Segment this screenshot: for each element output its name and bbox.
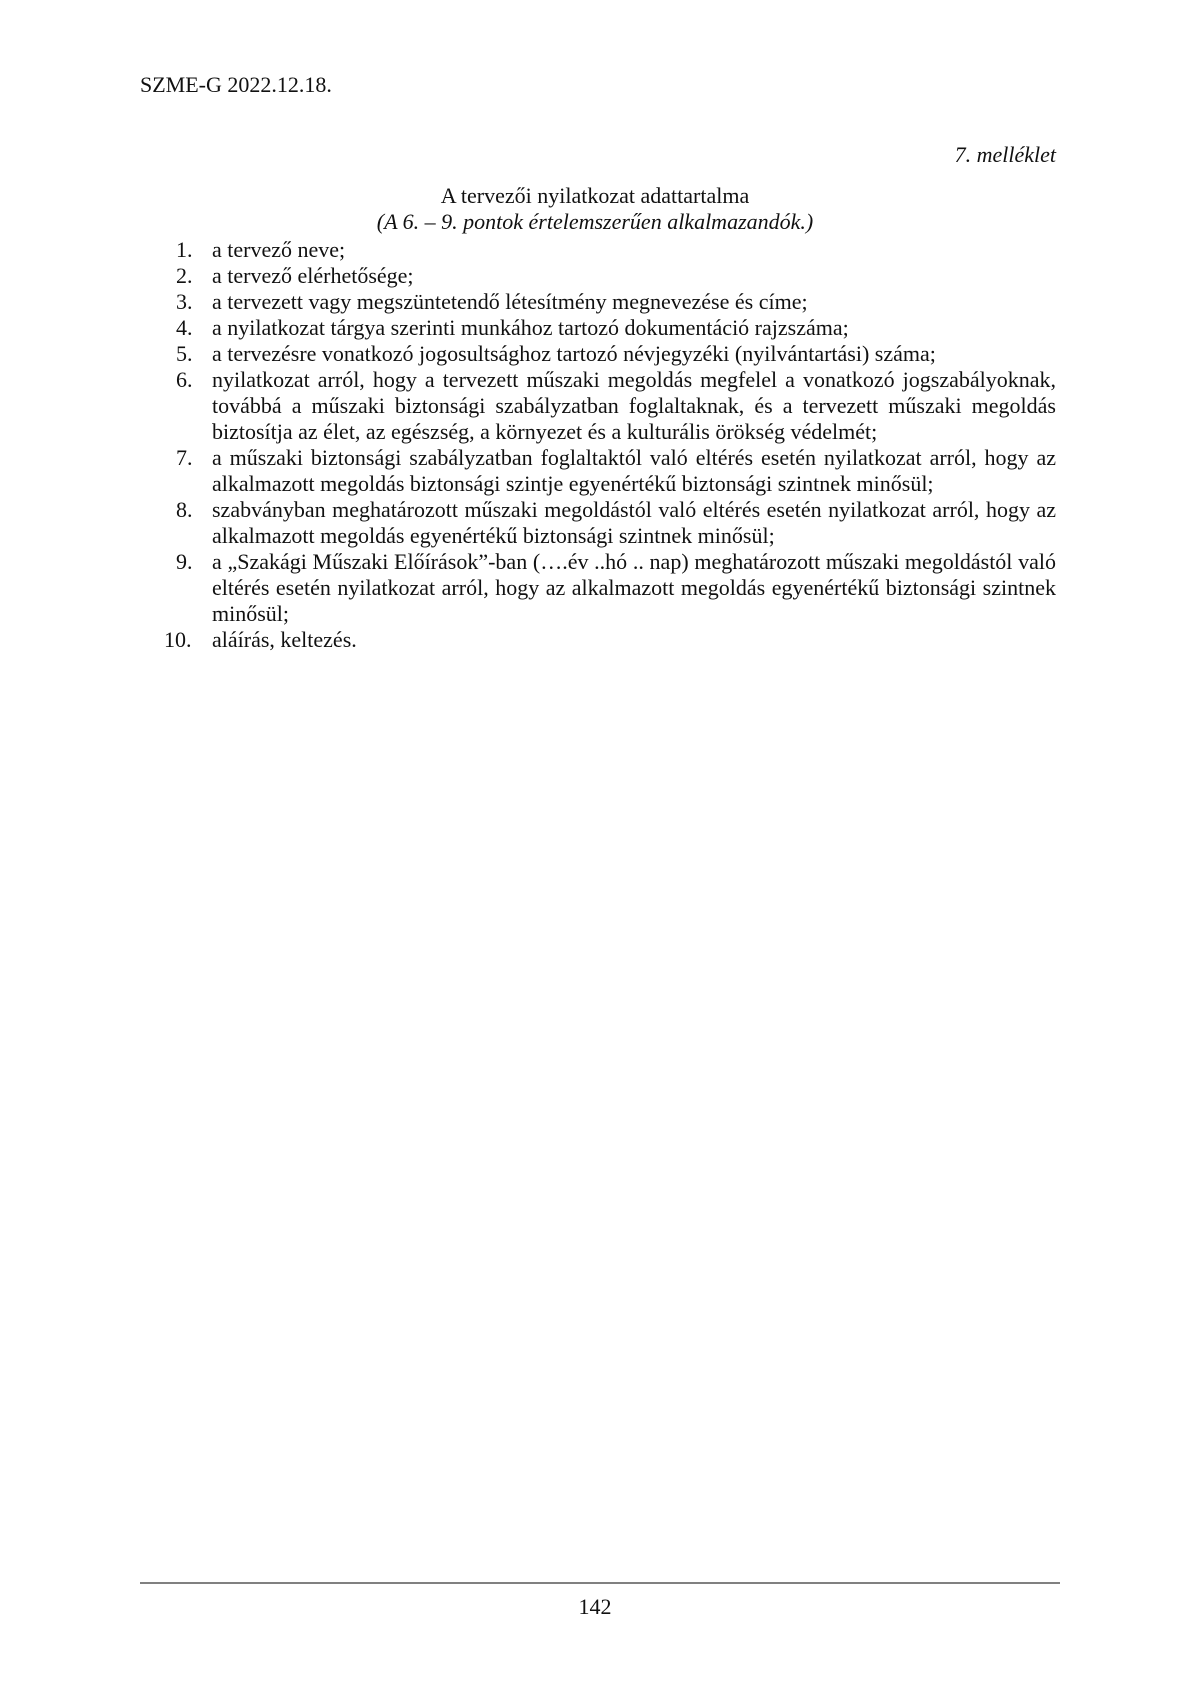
list-item-number: 6. [176,367,193,392]
page-number: 142 [578,1594,612,1619]
list-item [176,237,1056,263]
list-item [176,341,1056,367]
annex-label: 7. melléklet [954,142,1056,167]
list-item [176,263,1056,289]
list-item-number: 1. [176,237,193,262]
list-item-text: a „Szakági Műszaki Előírások”-ban (….év ..hó .. nap) meghatározott műszaki megoldástól való eltérés esetén nyilatkozat arról, hogy az alkalmazott megoldás egyenértékű biztonsági szintnek minősül; [212,549,1056,626]
list-item-text: a tervezett vagy megszüntetendő létesítmény megnevezése és címe; [212,289,808,314]
list-item [176,289,1056,315]
list-item-number: 2. [176,263,193,288]
document-subtitle: (A 6. – 9. pontok értelemszerűen alkalmazandók.) [376,209,814,234]
list-item-text: a tervező elérhetősége; [212,263,414,288]
document-title-block [0,183,1190,235]
list-item [176,497,1056,549]
list-item-text: a nyilatkozat tárgya szerinti munkához tartozó dokumentáció rajzszáma; [212,315,849,340]
content-list [164,237,1056,653]
list-item-number: 9. [176,549,193,574]
list-item-text: szabványban meghatározott műszaki megoldástól való eltérés esetén nyilatkozat arról, hogy az alkalmazott megoldás egyenértékű biztonsági szintnek minősül; [212,497,1056,548]
list-item-number: 10. [164,627,192,652]
list-item-number: 8. [176,497,193,522]
list-item [176,315,1056,341]
list-item-text: nyilatkozat arról, hogy a tervezett műszaki megoldás megfelel a vonatkozó jogszabályoknak, továbbá a műszaki biztonsági szabályzatban foglaltaknak, és a tervezett műszaki megoldás biztosítja az élet, az egészség, a környezet és a kulturális örökség védelmét; [212,367,1056,444]
list-item [176,367,1056,445]
list-item [164,627,1056,653]
list-item-text: aláírás, keltezés. [212,627,357,652]
list-item-number: 3. [176,289,193,314]
list-item [176,549,1056,627]
footer-divider [140,1582,1060,1584]
list-item-text: a tervező neve; [212,237,346,262]
list-item [176,445,1056,497]
list-item-text: a műszaki biztonsági szabályzatban foglaltaktól való eltérés esetén nyilatkozat arról, hogy az alkalmazott megoldás biztonsági szintje egyenértékű biztonsági szintnek minősül; [212,445,1056,496]
list-item-text: a tervezésre vonatkozó jogosultsághoz tartozó névjegyzéki (nyilvántartási) száma; [212,341,936,366]
list-item-number: 4. [176,315,193,340]
list-item-number: 5. [176,341,193,366]
list-item-number: 7. [176,445,193,470]
document-reference: SZME-G 2022.12.18. [140,72,332,97]
document-title: A tervezői nyilatkozat adattartalma [440,183,750,208]
